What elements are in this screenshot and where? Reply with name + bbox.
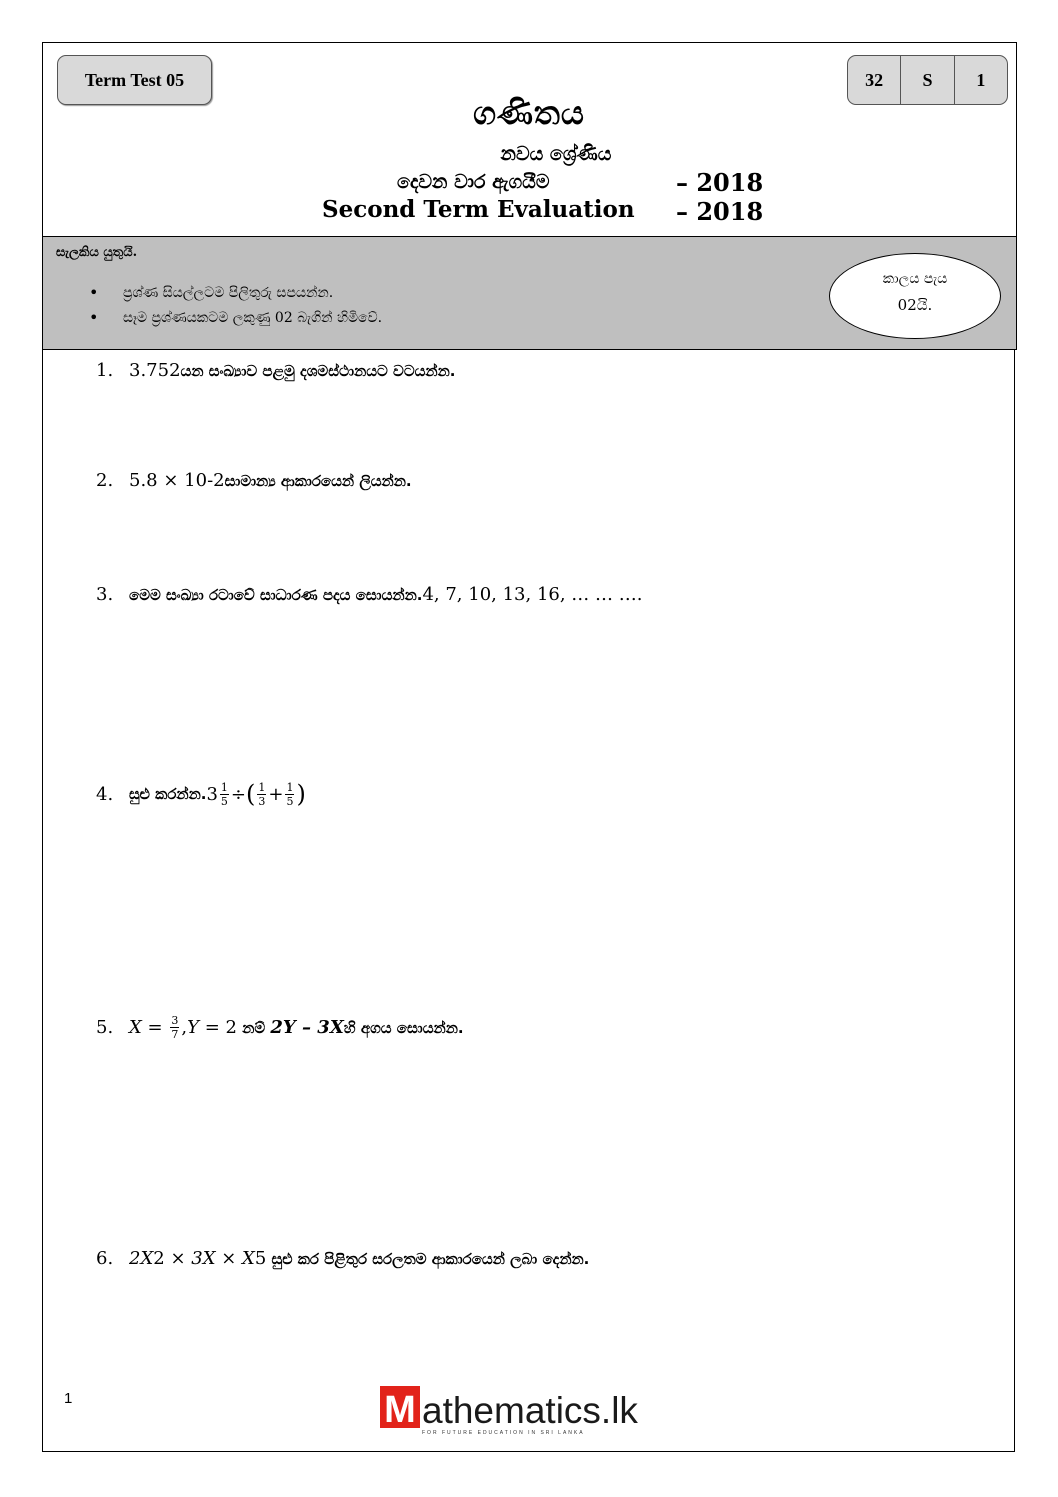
exponent-1: 2 <box>153 1248 165 1269</box>
page-number: 1 <box>64 1390 73 1407</box>
logo-tagline: FOR FUTURE EDUCATION IN SRI LANKA <box>422 1430 585 1436</box>
expression: 2Y – 3X <box>270 1017 344 1038</box>
evaluation-title-english: Second Term Evaluation <box>322 196 635 223</box>
variable-x: X <box>129 1017 142 1038</box>
question-number: 1. <box>96 360 114 381</box>
paper-code-grade: 32 <box>865 69 884 90</box>
question-exponent: -2 <box>207 470 225 491</box>
question-text: හි අගය සොයන්න. <box>343 1018 464 1037</box>
question-value: 3.752 <box>129 360 181 381</box>
question-number: 4. <box>96 783 114 805</box>
fraction <box>257 781 266 808</box>
question-5 <box>96 1014 464 1041</box>
bullet-icon: • <box>89 308 99 327</box>
denominator: 5 <box>220 794 228 808</box>
question-2 <box>96 470 412 491</box>
mathematics-lk-logo <box>380 1382 680 1442</box>
paper-code-medium: S <box>900 56 953 104</box>
fraction <box>220 781 229 808</box>
question-3 <box>96 584 642 605</box>
numerator: 1 <box>258 780 266 794</box>
time-allowed-oval <box>829 253 1001 339</box>
right-paren: ) <box>296 780 306 808</box>
variable-y: Y <box>187 1017 199 1038</box>
denominator: 5 <box>286 794 294 808</box>
term-2: × 3X × X <box>164 1248 255 1269</box>
left-paren: ( <box>246 780 256 808</box>
numerator: 3 <box>171 1014 179 1027</box>
time-label: කාලය පැය <box>882 271 948 287</box>
numerator: 1 <box>286 780 294 794</box>
denominator: 7 <box>171 1028 179 1041</box>
fraction <box>170 1014 179 1041</box>
term-1: 2X <box>129 1248 154 1269</box>
question-number: 5. <box>96 1017 114 1038</box>
question-4 <box>96 780 306 808</box>
evaluation-title-sinhala: දෙවන වාර ඇගයීම <box>397 171 550 193</box>
comma: , <box>181 1017 188 1038</box>
divide-operator: ÷ <box>230 783 247 805</box>
question-text: යන සංඛ්‍යාව පළමු දශමස්ථානයට වටයන්න. <box>180 361 456 380</box>
question-base: 5.8 × 10 <box>129 470 208 491</box>
number-sequence: 4, 7, 10, 13, 16, … … …. <box>422 584 643 605</box>
numerator: 1 <box>220 780 228 794</box>
equals-value: = 2 <box>198 1017 237 1038</box>
fraction <box>285 781 294 808</box>
logo-graphic <box>380 1382 680 1438</box>
instructions-title: සැලකිය යුතුයි. <box>56 245 138 260</box>
denominator: 3 <box>258 794 266 808</box>
time-value: 02යි. <box>897 296 933 314</box>
mixed-whole: 3 <box>206 783 218 805</box>
instruction-item <box>89 308 382 333</box>
question-text: මෙම සංඛ්‍යා රටාවේ සාධාරණ පදය සොයන්න. <box>129 585 423 604</box>
question-number: 6. <box>96 1248 114 1269</box>
term-test-badge: Term Test 05 <box>57 55 212 105</box>
question-1 <box>96 360 455 381</box>
subject-title: ගණිතය <box>473 94 585 132</box>
question-number: 2. <box>96 470 114 491</box>
question-text-if: නම් <box>236 1018 271 1037</box>
question-text: සුළු කර පිළිතුර සරලතම ආකාරයෙන් ලබා දෙන්න. <box>266 1249 590 1268</box>
evaluation-year-2: – 2018 <box>676 197 764 226</box>
question-number: 3. <box>96 584 114 605</box>
logo-m-letter: M <box>384 1389 416 1431</box>
paper-code-part: 1 <box>954 56 1007 104</box>
evaluation-year-1: – 2018 <box>676 168 764 197</box>
question-text: සාමාන්‍ය ආකාරයෙන් ලියන්න. <box>224 471 412 490</box>
instructions-list <box>89 283 382 333</box>
instruction-text: ප්‍රශ්ණ සියල්ලටම පිලිතුරු සපයන්න. <box>123 285 334 301</box>
exponent-2: 5 <box>254 1248 267 1269</box>
instruction-text: සෑම ප්‍රශ්ණයකටම ලකුණු 02 බැගින් හිමිවේ. <box>123 310 383 326</box>
equals: = <box>141 1017 169 1038</box>
instruction-item <box>89 283 382 308</box>
question-text: සුළු කරන්න. <box>129 785 207 803</box>
grade-label: නවය ශ්‍රේණිය <box>500 143 612 165</box>
plus-operator: + <box>268 783 284 805</box>
logo-wordmark: athematics.lk <box>422 1390 638 1431</box>
bullet-icon: • <box>89 283 99 302</box>
question-6 <box>96 1248 589 1269</box>
